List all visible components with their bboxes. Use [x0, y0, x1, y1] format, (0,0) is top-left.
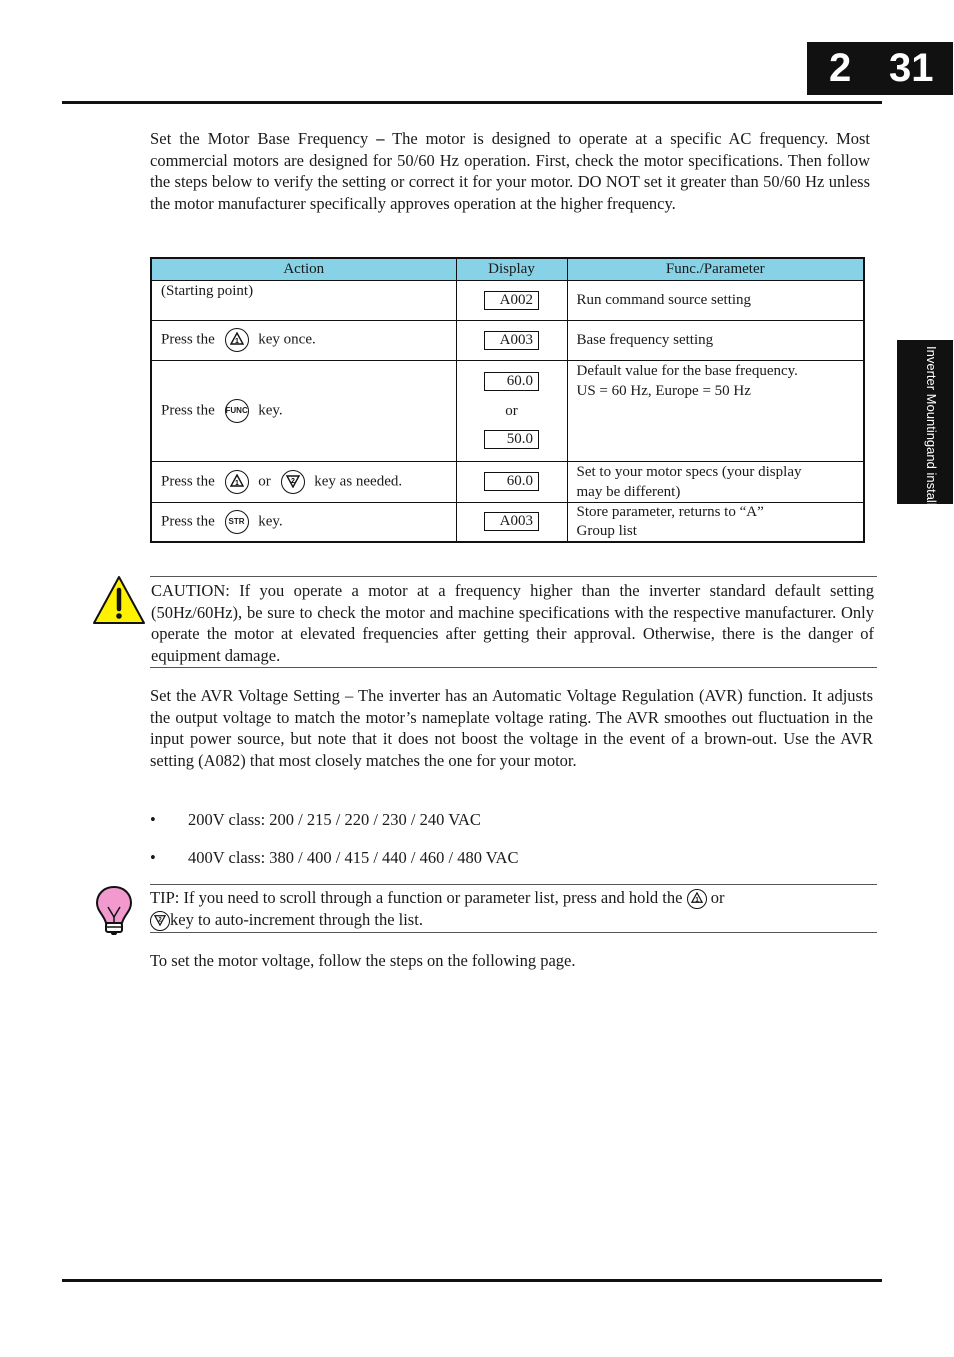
svg-text:1: 1 — [694, 897, 699, 904]
down-arrow-key-icon — [281, 470, 305, 494]
table-row — [151, 280, 864, 320]
header-action: Action — [151, 258, 456, 280]
caution-bottom-rule — [150, 667, 877, 668]
caution-paragraph — [151, 580, 874, 666]
action-cell — [151, 320, 456, 360]
intro-dash: – — [376, 129, 385, 148]
caution-top-rule — [150, 576, 877, 577]
display-cell — [456, 502, 567, 542]
display-value: 60.0 — [484, 372, 539, 391]
section-side-tab — [897, 340, 953, 534]
display-value: A003 — [484, 331, 539, 350]
up-arrow-key-icon — [225, 328, 249, 352]
lightbulb-icon — [95, 885, 133, 942]
up-arrow-key-icon — [687, 889, 707, 909]
intro-paragraph — [150, 128, 870, 214]
display-value: A002 — [484, 291, 539, 310]
intro-lead: Set the Motor Base Frequency — [150, 129, 369, 148]
tip-bottom-rule — [150, 932, 877, 933]
display-or: or — [505, 403, 518, 419]
svg-text:1: 1 — [234, 479, 239, 487]
bullet-text: 200V class: 200 / 215 / 220 / 230 / 240 VAC — [188, 810, 481, 829]
header-func: Func./Parameter — [567, 258, 864, 280]
display-cell — [456, 320, 567, 360]
action-text: key. — [258, 401, 283, 418]
action-cell — [151, 280, 456, 320]
chapter-number: 2 — [829, 46, 852, 90]
bullet-mark: • — [150, 810, 156, 829]
action-cell — [151, 502, 456, 542]
list-item — [150, 847, 518, 868]
table-header-row — [151, 258, 864, 280]
caution-label: CAUTION: — [151, 581, 230, 600]
func-text: Group list — [576, 522, 637, 539]
svg-text:1: 1 — [234, 338, 239, 345]
side-tab-label: Inverter Mountingand installation — [924, 346, 939, 534]
func-cell — [567, 502, 864, 542]
display-cell — [456, 280, 567, 320]
table-row — [151, 461, 864, 502]
down-arrow-key-icon — [150, 911, 170, 931]
action-text: Press the — [161, 513, 215, 530]
action-text: key as needed. — [314, 472, 403, 489]
tip-body-1: If you need to scroll through a function or parameter list, press and hold the — [183, 888, 683, 907]
intro-body: The motor is designed to operate at a specific AC frequency. Most commercial motors are designed for 50/60 Hz operation. First, check the motor specifications. Then follow the steps below to verify the setting or correct it for your motor. DO NOT set it greater than 50/60 Hz unless the motor manufacturer specifically approves operation at the higher frequency. — [150, 129, 871, 213]
display-cell — [456, 360, 567, 461]
action-text: key once. — [258, 331, 316, 348]
svg-text:2: 2 — [158, 918, 162, 925]
bullet-mark: • — [150, 848, 156, 867]
tip-or: or — [710, 888, 725, 907]
caution-body: If you operate a motor at a frequency higher than the inverter standard default setting (50Hz/60Hz), be sure to check the motor and machine specifications with the respective manufacturer. Only operate the motor at elevated frequencies after getting their approval. Otherwise, there is the danger of equipment damage. — [151, 581, 875, 665]
action-text: or — [258, 472, 271, 489]
svg-text:2: 2 — [290, 477, 295, 485]
tip-body-2: key to auto-increment through the list. — [170, 910, 423, 930]
header-display: Display — [456, 258, 567, 280]
func-text: Set to your motor specs (your display — [576, 463, 802, 480]
bottom-rule — [62, 1279, 882, 1282]
action-text: Press the — [161, 331, 215, 348]
func-text: US = 60 Hz, Europe = 50 Hz — [576, 382, 751, 399]
display-value: 50.0 — [484, 430, 539, 449]
display-cell — [456, 461, 567, 502]
table-row — [151, 320, 864, 360]
str-key-icon: STR — [225, 510, 249, 534]
action-text: Press the — [161, 401, 215, 418]
func-text: Store parameter, returns to “A” — [576, 503, 764, 520]
bullet-text: 400V class: 380 / 400 / 415 / 440 / 460 / 480 VAC — [188, 848, 519, 867]
top-rule — [62, 101, 882, 104]
action-text: key. — [258, 513, 283, 530]
func-text: may be different) — [576, 483, 681, 500]
tip-paragraph — [150, 887, 873, 931]
table-row — [151, 360, 864, 461]
caution-warning-icon — [92, 575, 146, 630]
base-frequency-steps-table — [150, 257, 865, 543]
action-cell — [151, 461, 456, 502]
avr-paragraph: Set the AVR Voltage Setting – The inverter has an Automatic Voltage Regulation (AVR) function. It adjusts the output voltage to match the motor’s nameplate voltage rating. The AVR smoothes out fluctuation in the input power source, but note that it does not boost the voltage in the event of a brown-out. Use the AVR setting (A082) that most closely matches the one for your motor. — [150, 686, 873, 770]
page-number: 31 — [889, 46, 934, 90]
tip-top-rule — [150, 884, 877, 885]
table-row — [151, 502, 864, 542]
func-text: Default value for the base frequency. — [576, 362, 798, 379]
tip-label: TIP: — [150, 888, 180, 907]
page-header — [807, 42, 953, 95]
func-cell — [567, 360, 864, 461]
display-value: A003 — [484, 512, 539, 531]
func-cell — [567, 461, 864, 502]
action-text: Press the — [161, 472, 215, 489]
func-cell: Base frequency setting — [567, 320, 864, 360]
action-cell — [151, 360, 456, 461]
action-text: (Starting point) — [161, 282, 254, 299]
display-value: 60.0 — [484, 472, 539, 491]
closing-paragraph: To set the motor voltage, follow the steps on the following page. — [150, 951, 576, 970]
func-key-icon: FUNC — [225, 399, 249, 423]
func-cell: Run command source setting — [567, 280, 864, 320]
list-item — [150, 809, 481, 830]
up-arrow-key-icon — [225, 470, 249, 494]
